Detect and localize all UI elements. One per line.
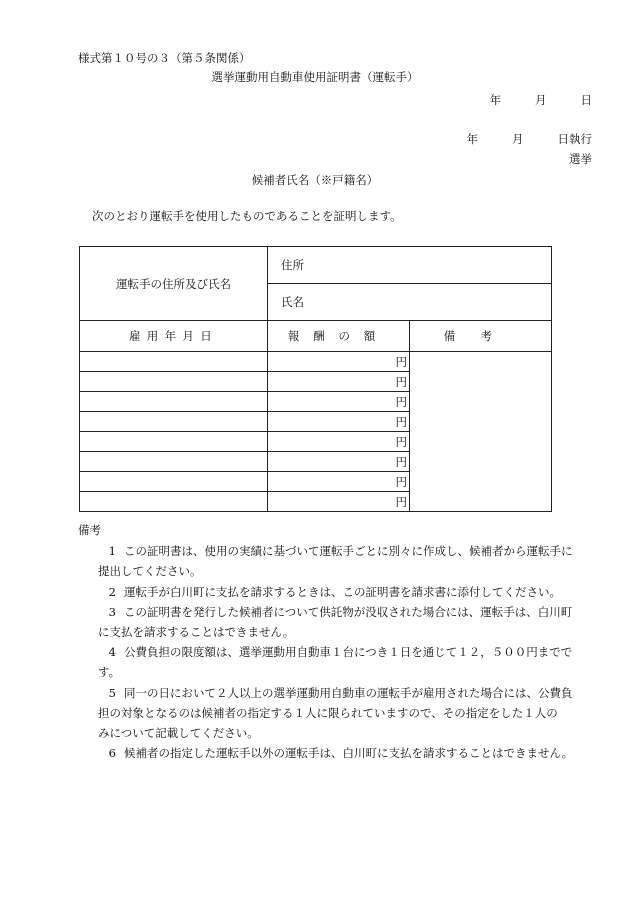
employment-date-header: [80, 321, 268, 352]
issue-date-month: 月: [535, 93, 547, 107]
issue-date: [490, 92, 593, 108]
amount-cell[interactable]: [268, 392, 410, 412]
yen-unit: 円: [395, 494, 407, 509]
amount-header-text: 報酬の額: [287, 329, 390, 343]
yen-unit: 円: [395, 474, 407, 489]
employment-date-cell[interactable]: [80, 472, 268, 492]
note-text: 公費負担の限度額は、選挙運動用自動車１台につき１日を通じて１２，５００円までで: [124, 645, 573, 659]
note-text: この証明書は、使用の実績に基づいて運転手ごとに別々に作成し、候補者から運転手に: [124, 544, 573, 558]
note-item: [78, 541, 598, 581]
address-cell[interactable]: [268, 247, 552, 284]
remarks-cell[interactable]: [410, 352, 552, 512]
yen-unit: 円: [395, 374, 407, 389]
note-text: 運転手が白川町に支払を請求するときは、この証明書を請求書に添付してください。: [124, 585, 561, 599]
yen-unit: 円: [395, 454, 407, 469]
note-number: 1: [108, 544, 116, 558]
election-date: [467, 131, 593, 147]
employment-date-cell[interactable]: [80, 392, 268, 412]
amount-cell[interactable]: [268, 492, 410, 512]
driver-record-table: [79, 246, 552, 512]
amount-cell[interactable]: [268, 372, 410, 392]
employment-date-cell[interactable]: [80, 412, 268, 432]
note-number: 5: [108, 686, 116, 700]
yen-unit: 円: [395, 434, 407, 449]
note-item: [78, 743, 598, 763]
employment-date-cell[interactable]: [80, 352, 268, 372]
yen-unit: 円: [395, 354, 407, 369]
note-item: [78, 683, 598, 743]
note-text: みについて記載してください。: [98, 726, 259, 740]
employment-date-cell[interactable]: [80, 432, 268, 452]
form-identifier: 様式第１０号の３（第５条関係）: [78, 51, 251, 65]
employment-date-cell[interactable]: [80, 492, 268, 512]
note-text: 担の対象となるのは候補者の指定する１人に限られていますので、その指定をした１人の: [98, 706, 558, 720]
employment-date-header-text: 雇用年月日: [128, 329, 219, 343]
note-text: 提出してください。: [98, 564, 202, 578]
note-item: [78, 642, 598, 682]
election-date-year: 年: [466, 132, 478, 146]
notes-title: 備考: [78, 523, 101, 537]
remarks-header: [410, 321, 552, 352]
note-item: [78, 602, 598, 642]
name-label: 氏名: [281, 295, 304, 309]
note-number: 4: [108, 645, 116, 659]
driver-label: 運転手の住所及び氏名: [116, 276, 231, 291]
note-number: 2: [108, 585, 116, 599]
note-text: 同一の日において２人以上の選挙運動用自動車の運転手が雇用された場合には、公費負: [124, 686, 573, 700]
amount-cell[interactable]: [268, 452, 410, 472]
note-text: 候補者の指定した運転手以外の運転手は、白川町に支払を請求することはできません。: [124, 746, 574, 760]
amount-cell[interactable]: [268, 432, 410, 452]
note-number: 6: [108, 746, 116, 760]
amount-cell[interactable]: [268, 352, 410, 372]
certification-statement: 次のとおり運転手を使用したものであることを証明します。: [92, 209, 402, 223]
election-name: 選挙: [569, 152, 592, 166]
amount-cell[interactable]: [268, 472, 410, 492]
issue-date-year: 年: [489, 93, 501, 107]
candidate-name-label: 候補者氏名（※戸籍名）: [251, 173, 379, 187]
driver-label-cell: [80, 247, 268, 321]
election-date-day: 日執行: [557, 132, 592, 146]
note-number: 3: [108, 605, 116, 619]
employment-date-cell[interactable]: [80, 452, 268, 472]
amount-header: [268, 321, 410, 352]
amount-cell[interactable]: [268, 412, 410, 432]
yen-unit: 円: [395, 394, 407, 409]
document-title: 選挙運動用自動車使用証明書（運転手）: [211, 70, 419, 84]
election-date-month: 月: [512, 132, 524, 146]
note-item: [78, 582, 598, 602]
address-label: 住所: [281, 258, 304, 272]
remarks-header-text: 備考: [443, 329, 518, 343]
name-cell[interactable]: [268, 284, 552, 321]
note-text: に支払を請求することはできません。: [98, 625, 295, 639]
yen-unit: 円: [395, 414, 407, 429]
issue-date-day: 日: [580, 93, 592, 107]
note-text: す。: [98, 665, 121, 679]
note-text: この証明書を発行した候補者について供託物が没収された場合には、運転手は、白川町: [124, 605, 573, 619]
employment-date-cell[interactable]: [80, 372, 268, 392]
